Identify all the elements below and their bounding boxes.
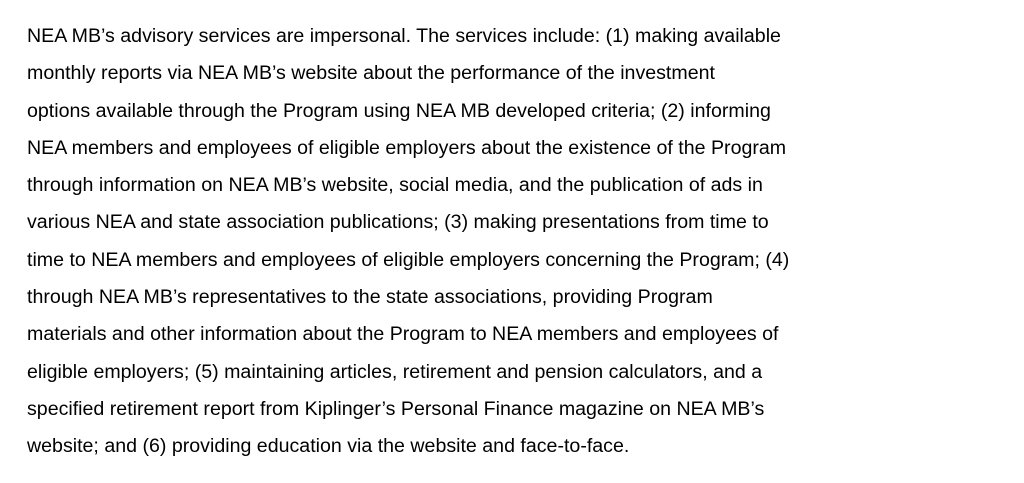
paragraph-line: NEA members and employees of eligible employers about the existence of the Program <box>27 136 787 159</box>
paragraph-line: time to NEA members and employees of eligible employers concerning the Program; (4) <box>27 248 790 271</box>
paragraph-line: various NEA and state association publications; (3) making presentations from time to <box>27 211 769 234</box>
paragraph-line: eligible employers; (5) maintaining articles, retirement and pension calculators, and a <box>27 360 763 383</box>
paragraph-line: through NEA MB’s representatives to the state associations, providing Program <box>27 286 713 309</box>
paragraph-line: options available through the Program using NEA MB developed criteria; (2) informing <box>27 99 771 122</box>
paragraph-line: materials and other information about the Program to NEA members and employees of <box>27 323 779 346</box>
paragraph-line: website; and (6) providing education via the website and face-to-face. <box>27 435 630 458</box>
paragraph-line: specified retirement report from Kiplinger’s Personal Finance magazine on NEA MB’s <box>27 397 765 420</box>
paragraph-line: monthly reports via NEA MB’s website about the performance of the investment <box>27 62 715 85</box>
paragraph-line: through information on NEA MB’s website, social media, and the publication of ads in <box>27 174 763 197</box>
advisory-services-paragraph <box>27 18 1007 466</box>
paragraph-line: NEA MB’s advisory services are impersonal. The services include: (1) making available <box>27 25 781 47</box>
